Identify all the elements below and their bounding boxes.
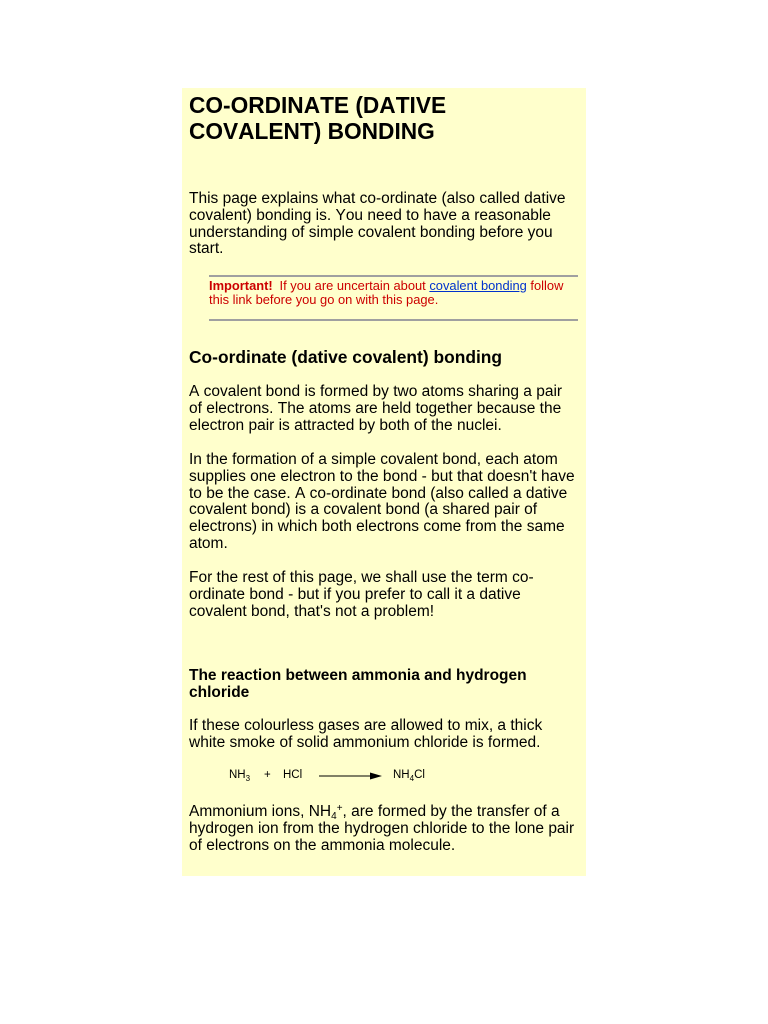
ammonium-charge: + bbox=[336, 803, 343, 814]
important-text-before-link: If you are uncertain about bbox=[279, 278, 426, 293]
page-title: CO-ORDINATE (DATIVE COVALENT) BONDING bbox=[189, 92, 447, 144]
reaction-arrow-icon bbox=[319, 771, 383, 781]
important-label: Important! bbox=[209, 278, 273, 293]
product-formula-start: NH bbox=[393, 769, 410, 781]
ammonia-hcl-paragraph: If these colourless gases are allowed to mix, a thick white smoke of solid ammonium chloride is formed. bbox=[189, 717, 543, 751]
covalent-bonding-link[interactable]: covalent bonding bbox=[429, 278, 527, 293]
equation-plus-sign: + bbox=[264, 769, 271, 781]
equation-reactant-hcl: HCl bbox=[283, 769, 303, 781]
intro-paragraph: This page explains what co-ordinate (also called dative covalent) bonding is. You need to have a reasonable understanding of simple covalent bonding before you start. bbox=[189, 190, 566, 258]
coordinate-bond-definition-paragraph: In the formation of a simple covalent bond, each atom supplies one electron to the bond - but that doesn't have to be the case. A co-ordinate bond (also called a dative covalent bond) is a covalent bond (a shared pair of electrons) in which both electrons come from the same atom. bbox=[189, 451, 575, 552]
ammonium-subscript: 4 bbox=[331, 811, 337, 822]
product-subscript: 4 bbox=[409, 774, 415, 783]
important-bottom-rule bbox=[209, 319, 578, 321]
product-formula-end: Cl bbox=[414, 769, 425, 781]
ammonia-subscript: 3 bbox=[245, 774, 251, 783]
section-heading-coordinate-bonding: Co-ordinate (dative covalent) bonding bbox=[189, 347, 503, 367]
section-heading-ammonia-reaction: The reaction between ammonia and hydrogen chloride bbox=[189, 667, 527, 701]
important-top-rule bbox=[209, 275, 578, 277]
ammonium-text-before: Ammonium ions, NH bbox=[189, 803, 332, 820]
important-text-after-link: follow this link before you go on with this page. bbox=[209, 278, 564, 307]
equation-product-ammonium-chloride bbox=[393, 769, 425, 782]
ammonia-formula: NH bbox=[229, 769, 246, 781]
covalent-bond-paragraph: A covalent bond is formed by two atoms sharing a pair of electrons. The atoms are held together because the electron pair is attracted by both of the nuclei. bbox=[189, 383, 563, 434]
ammonium-text-after: , are formed by the transfer of a hydrogen ion from the hydrogen chloride to the lone pair of electrons on the ammonia molecule. bbox=[189, 803, 575, 854]
terminology-paragraph: For the rest of this page, we shall use the term co-ordinate bond - but if you prefer to call it a dative covalent bond, that's not a problem! bbox=[189, 569, 534, 620]
ammonium-ion-paragraph bbox=[189, 804, 577, 854]
reaction-equation bbox=[229, 769, 439, 782]
equation-reactant-ammonia bbox=[229, 769, 250, 782]
important-note bbox=[209, 279, 578, 307]
